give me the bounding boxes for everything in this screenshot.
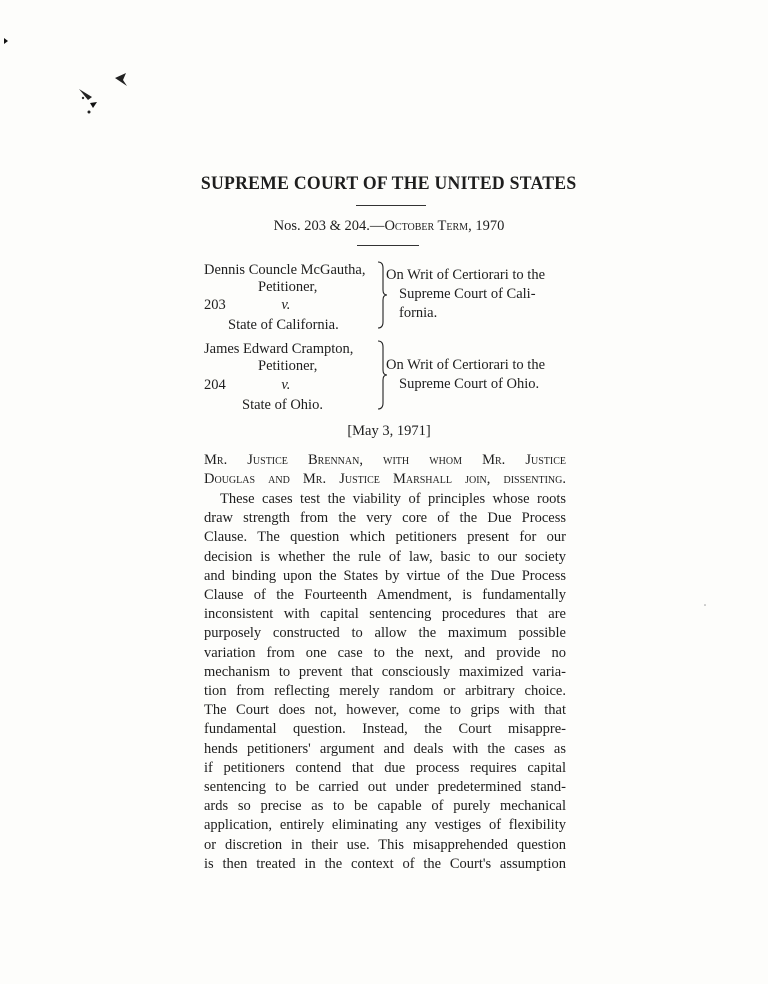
body-line: sentencing to be carried out under predetermined stand- (204, 779, 566, 796)
petitioner-name: James Edward Crampton, (204, 341, 354, 357)
body-line: Clause of the Fourteenth Amendment, is fundamentally (204, 587, 566, 604)
title-rule (356, 205, 426, 206)
opinion-body (204, 490, 566, 874)
term-year: , 1970 (468, 218, 505, 234)
body-line: and binding upon the States by virtue of the Due Process (204, 567, 566, 584)
body-line: decision is whether the rule of law, basic to our society (204, 548, 566, 565)
petitioner-name: Dennis Councle McGautha, (204, 262, 366, 278)
writ-line: On Writ of Certiorari to the (386, 357, 546, 373)
body-line: mechanism to prevent that consciously maximized varia- (204, 663, 566, 680)
body-line: tion from reflecting merely random or arbitrary choice. (204, 683, 566, 700)
writ-line: Supreme Court of Cali- (399, 286, 536, 302)
writ-line: On Writ of Certiorari to the (386, 267, 546, 283)
case-row (204, 377, 353, 394)
docket-term (0, 218, 768, 235)
petitioner-role: Petitioner, (258, 279, 318, 295)
term-rule (357, 245, 419, 246)
case-204-writ (386, 356, 570, 394)
body-line: variation from one case to the next, and provide no (204, 644, 566, 661)
body-line: fundamental question. Instead, the Court misappre- (204, 721, 566, 738)
term-label: October Term (384, 218, 469, 234)
versus: v. (281, 297, 291, 313)
case-204-caption (204, 341, 353, 414)
body-line: Clause. The question which petitioners present for our (204, 529, 566, 546)
case-number: 204 (204, 377, 226, 393)
body-line: hends petitioners' argument and deals with the cases as (204, 740, 566, 757)
versus: v. (281, 377, 291, 393)
body-line: The Court does not, however, come to grips with that (204, 702, 566, 719)
respondent: State of Ohio. (242, 397, 323, 413)
body-line: ards so precise as to be capable of purely mechanical (204, 798, 566, 815)
case-203-caption (204, 262, 365, 334)
writ-line: fornia. (399, 305, 438, 321)
opinion-intro (204, 451, 566, 489)
body-line: application, entirely eliminating any vestiges of flexibility (204, 817, 566, 834)
body-line: is then treated in the context of the Court's assumption (204, 855, 566, 872)
case-number: 203 (204, 297, 226, 313)
body-line: or discretion in their use. This misapprehended question (204, 836, 566, 853)
intro-line: Mr. Justice Brennan, with whom Mr. Justice (204, 452, 566, 468)
body-line: inconsistent with capital sentencing procedures that are (204, 606, 566, 623)
body-line: These cases test the viability of principles whose roots (220, 491, 566, 507)
decision-date: [May 3, 1971] (347, 423, 431, 439)
body-line: draw strength from the very core of the Due Process (204, 510, 566, 527)
respondent: State of California. (228, 317, 339, 333)
docket-numbers: Nos. 203 & 204.— (273, 218, 385, 234)
court-title: SUPREME COURT OF THE UNITED STATES (200, 173, 577, 194)
intro-line: Douglas and Mr. Justice Marshall join, dissenting. (204, 471, 566, 487)
case-203-writ (386, 266, 570, 323)
writ-line: Supreme Court of Ohio. (399, 376, 540, 392)
body-line: purposely constructed to allow the maximum possible (204, 625, 566, 642)
petitioner-role: Petitioner, (258, 358, 318, 374)
case-row (204, 297, 365, 314)
body-line: if petitioners contend that due process requires capital (204, 759, 566, 776)
